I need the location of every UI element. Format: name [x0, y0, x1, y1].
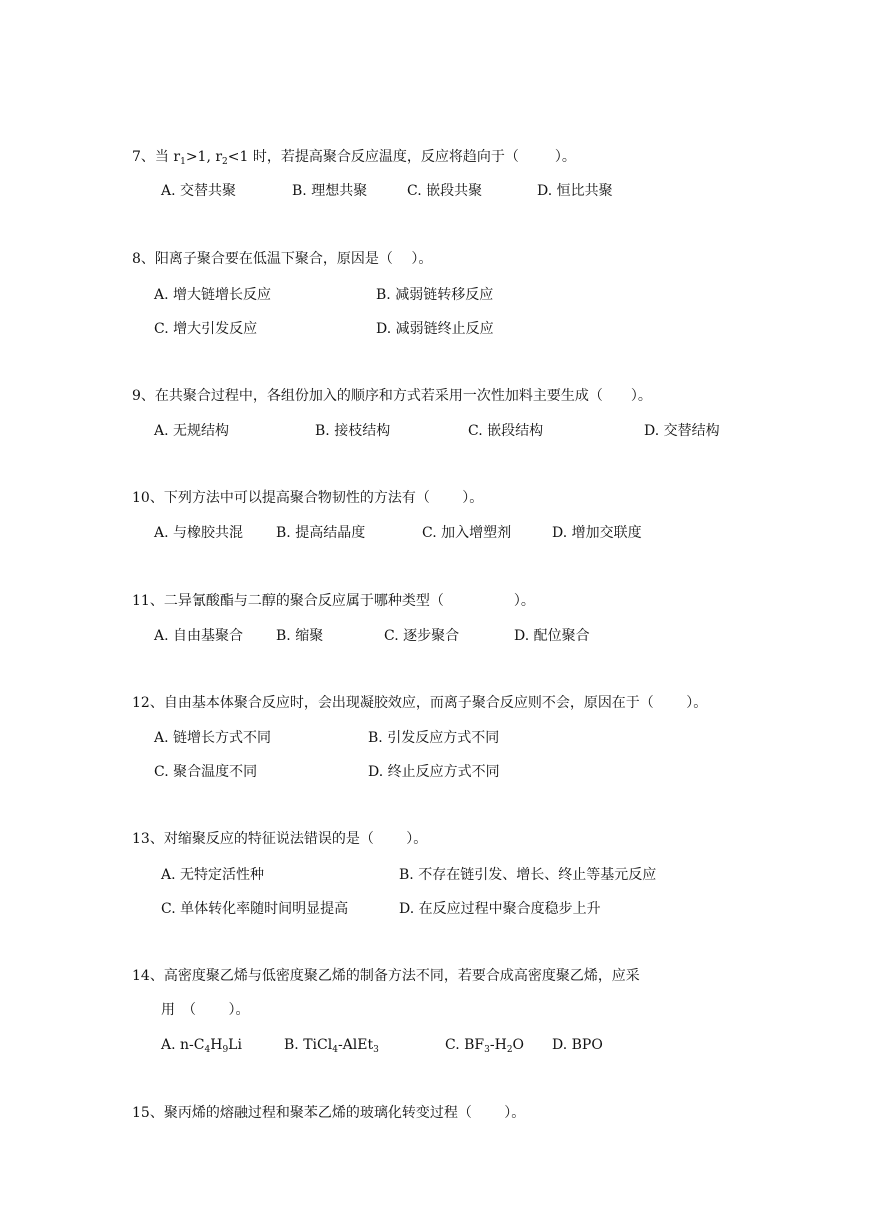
question-13-option-b[interactable]: B. 不存在链引发、增长、终止等基元反应 — [399, 867, 657, 883]
question-8-option-c[interactable]: C. 增大引发反应 — [154, 321, 258, 337]
question-10-option-c[interactable]: C. 加入增塑剂 — [422, 525, 512, 541]
question-13-stem: 13、对缩聚反应的特征说法错误的是（ ）。 — [132, 831, 428, 847]
question-9-option-b[interactable]: B. 接枝结构 — [315, 423, 391, 439]
question-8-option-a[interactable]: A. 增大链增长反应 — [154, 287, 272, 303]
question-12-stem: 12、自由基本体聚合反应时，会出现凝胶效应，而离子聚合反应则不会，原因在于（ ）。 — [132, 695, 708, 711]
question-13-option-c[interactable]: C. 单体转化率随时间明显提高 — [161, 901, 349, 917]
question-13-option-a[interactable]: A. 无特定活性种 — [161, 867, 265, 883]
question-7-stem: 7、当 $r_1>1$, $r_2<1$ 时，若提高聚合反应温度，反应将趋向于（ ）。 — [132, 149, 576, 167]
question-7-option-a[interactable]: A. 交替共聚 — [161, 183, 237, 199]
question-11-option-d[interactable]: D. 配位聚合 — [514, 628, 590, 644]
question-8-option-d[interactable]: D. 减弱链终止反应 — [376, 321, 494, 337]
question-9-stem: 9、在共聚合过程中，各组份加入的顺序和方式若采用一次性加料主要生成（ ）。 — [132, 388, 652, 404]
question-12-option-b[interactable]: B. 引发反应方式不同 — [368, 730, 500, 746]
question-13-option-d[interactable]: D. 在反应过程中聚合度稳步上升 — [399, 901, 601, 917]
question-14-stem-line2: 用 （ ）。 — [161, 1002, 250, 1018]
question-7-option-d[interactable]: D. 恒比共聚 — [537, 183, 613, 199]
question-7-option-c[interactable]: C. 嵌段共聚 — [407, 183, 483, 199]
question-10-option-d[interactable]: D. 增加交联度 — [552, 525, 642, 541]
question-11-option-c[interactable]: C. 逐步聚合 — [384, 628, 460, 644]
question-14-option-a[interactable]: A. $n-C_4H_9Li$ — [161, 1037, 242, 1055]
question-11-option-a[interactable]: A. 自由基聚合 — [154, 628, 244, 644]
question-14-option-d[interactable]: D. BPO — [552, 1037, 603, 1053]
question-15-stem: 15、聚丙烯的熔融过程和聚苯乙烯的玻璃化转变过程（ ）。 — [132, 1105, 526, 1121]
question-10-stem: 10、下列方法中可以提高聚合物韧性的方法有（ ）。 — [132, 490, 484, 506]
question-10-option-a[interactable]: A. 与橡胶共混 — [154, 525, 244, 541]
question-14-option-b[interactable]: B. TiCl$_4$-AlEt$_3$ — [284, 1037, 379, 1055]
question-14-stem-line1: 14、高密度聚乙烯与低密度聚乙烯的制备方法不同，若要合成高密度聚乙烯，应采 — [132, 968, 640, 984]
question-12-option-a[interactable]: A. 链增长方式不同 — [154, 730, 272, 746]
question-12-option-d[interactable]: D. 终止反应方式不同 — [368, 764, 500, 780]
question-7-option-b[interactable]: B. 理想共聚 — [292, 183, 368, 199]
question-9-option-a[interactable]: A. 无规结构 — [154, 423, 230, 439]
question-11-stem: 11、二异氰酸酯与二醇的聚合反应属于哪种类型（ ）。 — [132, 593, 535, 609]
question-9-option-c[interactable]: C. 嵌段结构 — [468, 423, 544, 439]
question-8-stem: 8、阳离子聚合要在低温下聚合，原因是（ ）。 — [132, 251, 433, 267]
question-14-option-c[interactable]: C. $BF_3-H_2O$ — [445, 1037, 525, 1055]
question-12-option-c[interactable]: C. 聚合温度不同 — [154, 764, 258, 780]
question-8-option-b[interactable]: B. 减弱链转移反应 — [376, 287, 494, 303]
question-10-option-b[interactable]: B. 提高结晶度 — [276, 525, 366, 541]
question-11-option-b[interactable]: B. 缩聚 — [276, 628, 324, 644]
question-9-option-d[interactable]: D. 交替结构 — [644, 423, 720, 439]
